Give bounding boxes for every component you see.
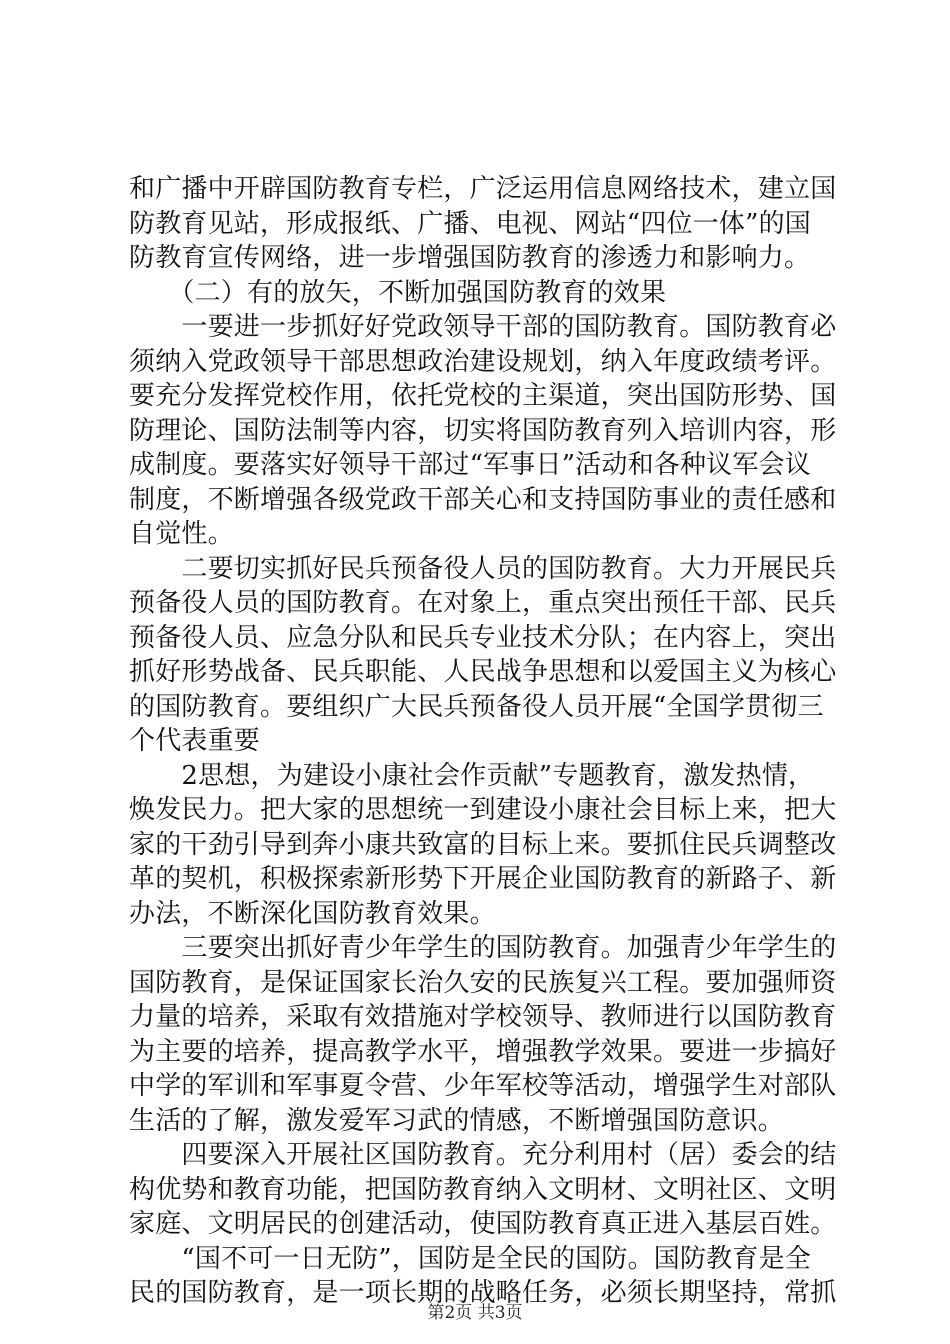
text-line: 2思想，为建设小康社会作贡献”专题教育，激发热情，: [129, 760, 815, 791]
text-line: 家庭、文明居民的创建活动，使国防教育真正进入基层百姓。: [129, 1209, 837, 1239]
text-line: 预备役人员、应急分队和民兵专业技术分队；在内容上，突出: [129, 622, 837, 653]
text-line: 防理论、国防法制等内容，切实将国防教育列入培训内容，形: [129, 415, 837, 446]
text-line: 办法，不断深化国防教育效果。: [129, 898, 496, 929]
text-line: “国不可一日无防”，国防是全民的国防。国防教育是全: [129, 1243, 811, 1274]
text-line: 和广播中开辟国防教育专栏，广泛运用信息网络技术，建立国: [129, 174, 837, 204]
text-line: 成制度。要落实好领导干部过“军事日”活动和各种议军会议: [129, 450, 811, 480]
text-line: 构优势和教育功能，把国防教育纳入文明材、文明社区、文明: [129, 1174, 837, 1205]
text-line: 四要深入开展社区国防教育。充分利用村（居）委会的结: [129, 1140, 837, 1170]
text-line: 生活的了解，激发爱军习武的情感，不断增强国防意识。: [129, 1105, 785, 1136]
text-line: 防教育宣传网络，进一步增强国防教育的渗透力和影响力。: [129, 243, 811, 273]
text-line: 民的国防教育，是一项长期的战略任务，必须长期坚持，常抓: [129, 1278, 837, 1308]
text-line: 国防教育，是保证国家长治久安的民族复兴工程。要加强师资: [129, 967, 837, 998]
text-line: 要充分发挥党校作用，依托党校的主渠道，突出国防形势、国: [129, 381, 837, 411]
text-line: 为主要的培养，提高教学水平，增强教学效果。要进一步搞好: [129, 1036, 837, 1067]
text-line: 一要进一步抓好好党政领导干部的国防教育。国防教育必: [129, 312, 837, 342]
text-line: 的国防教育。要组织广大民兵预备役人员开展“全国学贯彻三: [129, 691, 824, 722]
text-line: 个代表重要: [129, 726, 261, 756]
text-line: 抓好形势战备、民兵职能、人民战争思想和以爱国主义为核心: [129, 657, 837, 687]
page-footer: 第2页 共3页: [427, 1303, 523, 1323]
text-line: 自觉性。: [129, 519, 234, 549]
text-line: 力量的培养，采取有效措施对学校领导、教师进行以国防教育: [129, 1002, 837, 1032]
text-line: 二要切实抓好民兵预备役人员的国防教育。大力开展民兵: [129, 553, 837, 584]
text-line: 家的干劲引导到奔小康共致富的目标上来。要抓住民兵调整改: [129, 829, 837, 860]
text-line: 焕发民力。把大家的思想统一到建设小康社会目标上来，把大: [129, 795, 837, 825]
text-line: 中学的军训和军事夏令营、少年军校等活动，增强学生对部队: [129, 1071, 837, 1101]
text-line: 革的契机，积极探索新形势下开展企业国防教育的新路子、新: [129, 864, 837, 894]
text-line: 制度，不断增强各级党政干部关心和支持国防事业的责任感和: [129, 484, 837, 515]
text-line: 须纳入党政领导干部思想政治建设规划，纳入年度政绩考评。: [129, 346, 837, 377]
text-line: 防教育见站，形成报纸、广播、电视、网站“四位一体”的国: [129, 208, 811, 239]
text-line: 预备役人员的国防教育。在对象上，重点突出预任干部、民兵: [129, 588, 837, 618]
body-text: [129, 172, 837, 1311]
text-line: 三要突出抓好青少年学生的国防教育。加强青少年学生的: [129, 933, 837, 963]
text-line: （二）有的放矢，不断加强国防教育的效果: [129, 277, 667, 308]
